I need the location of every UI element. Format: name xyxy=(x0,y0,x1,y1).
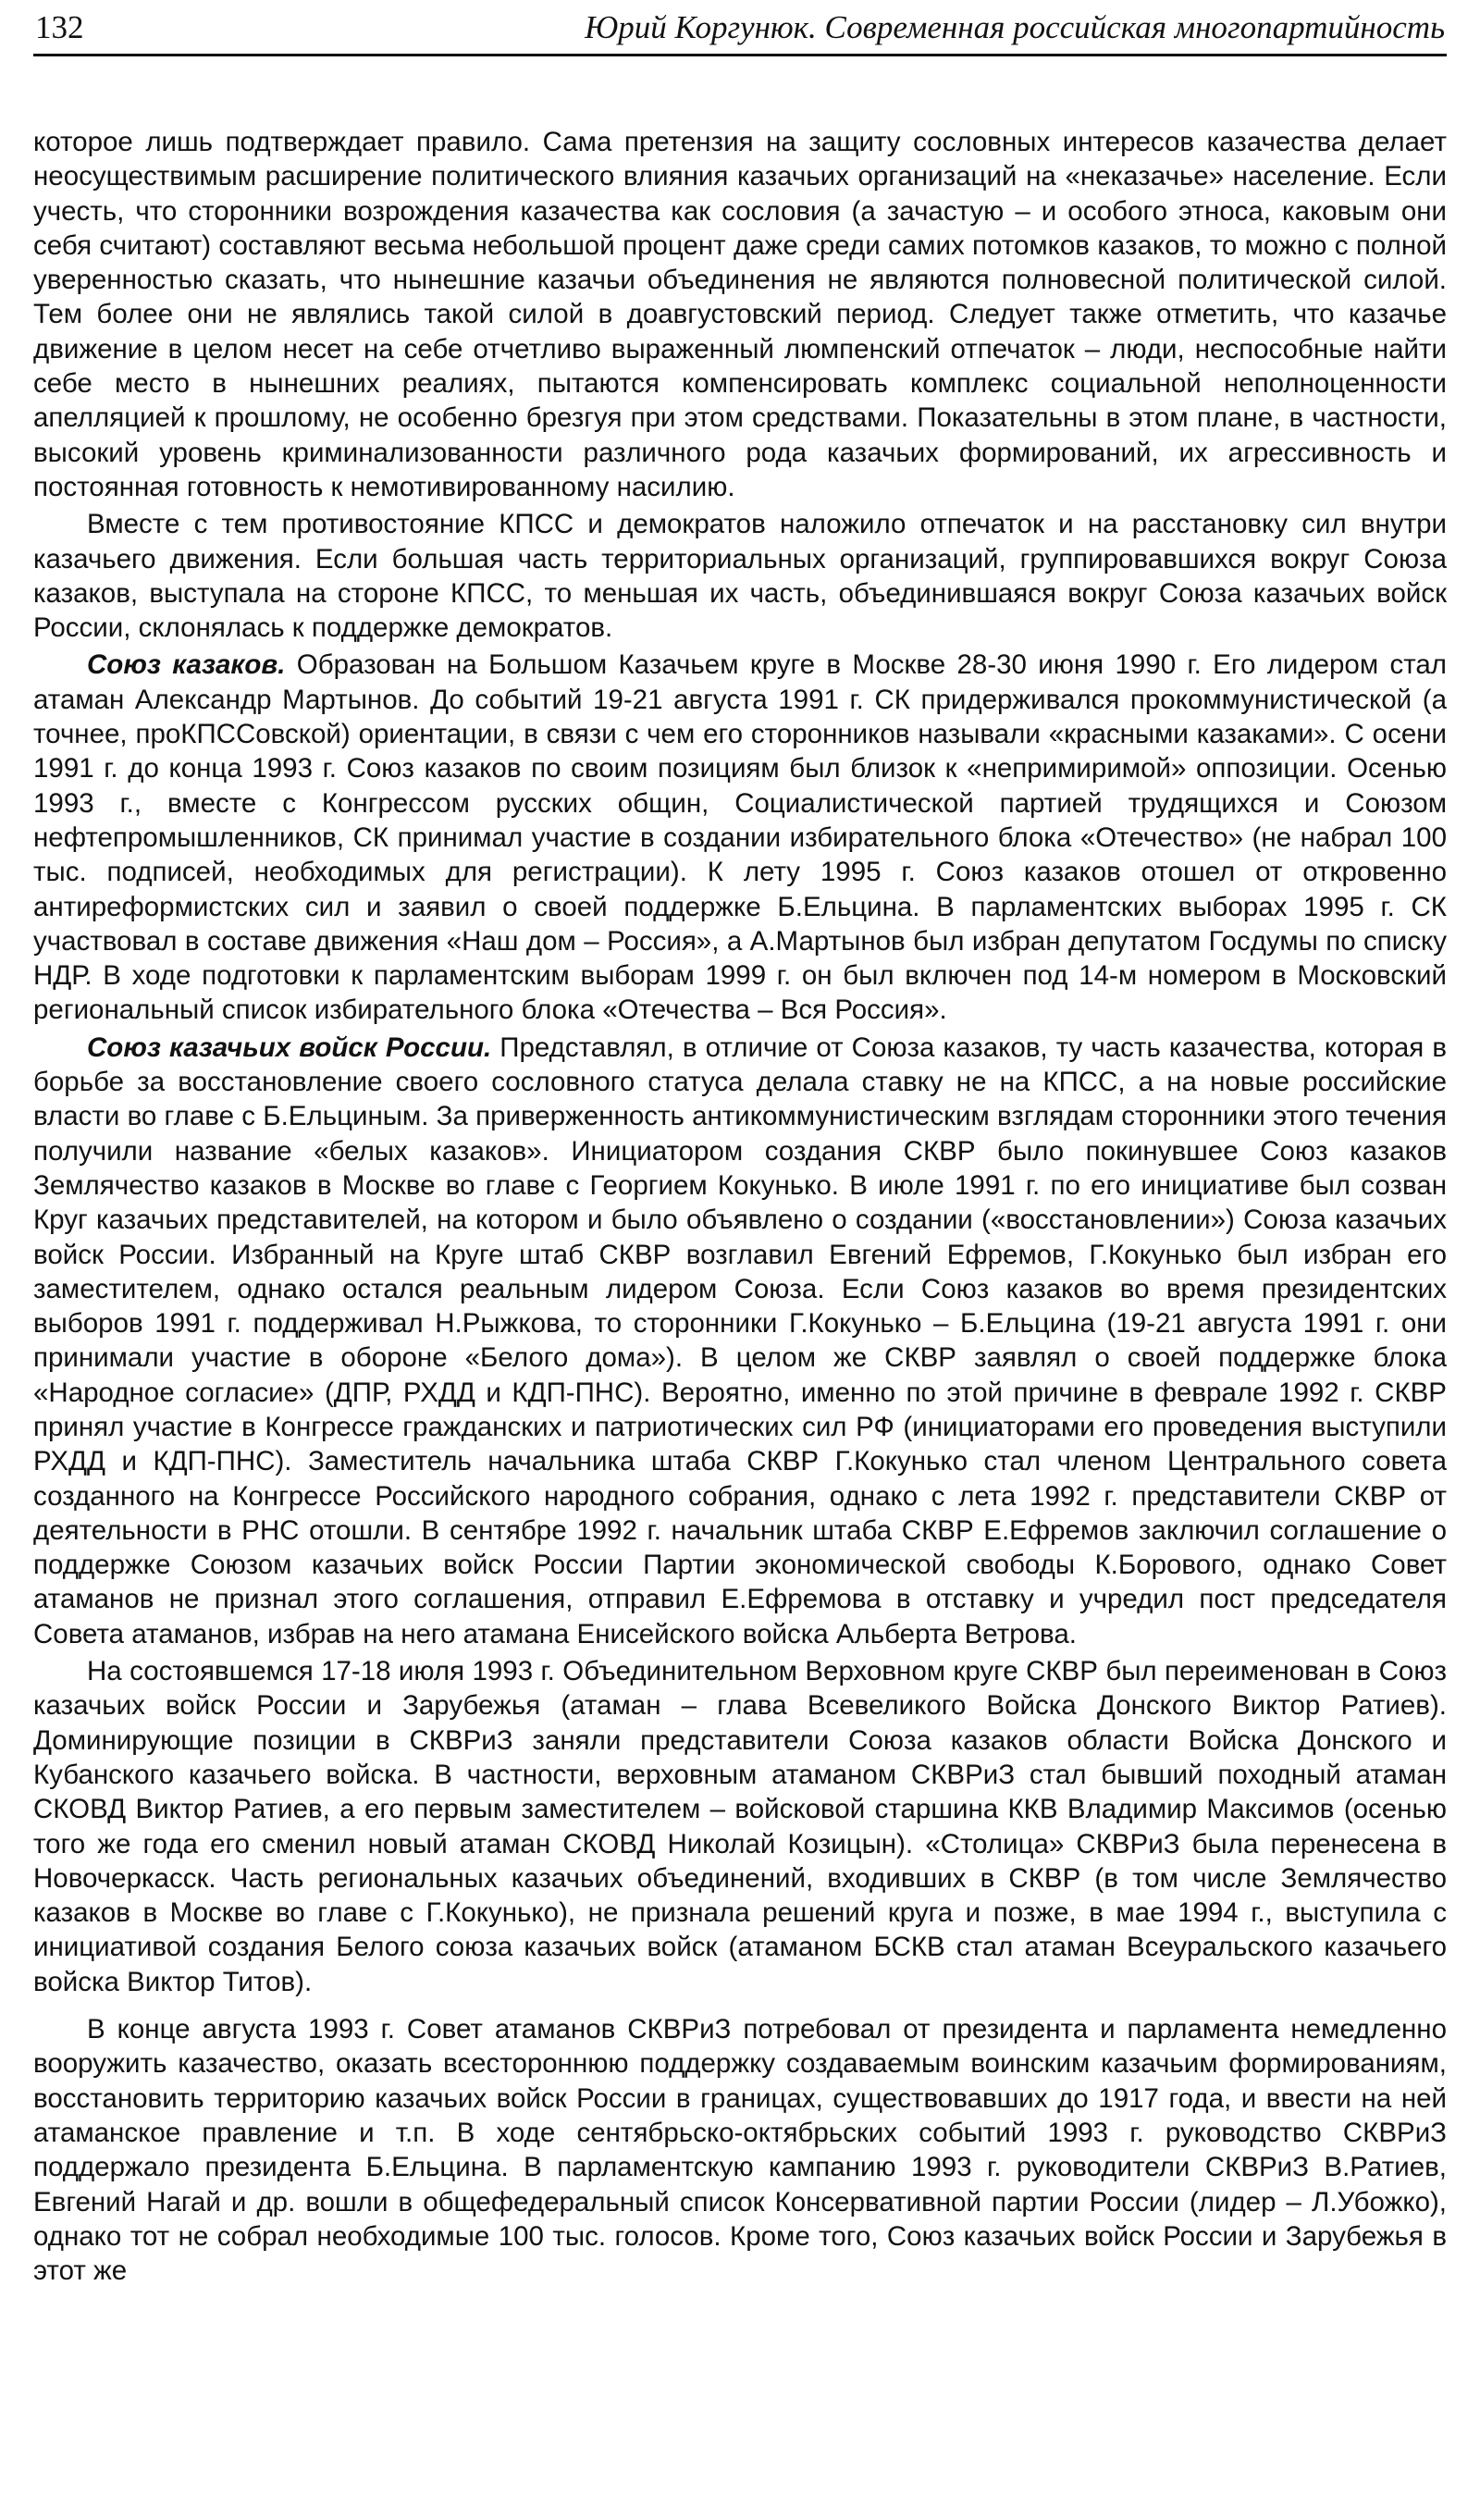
running-title: Юрий Коргунюк. Современная российская многопартийность xyxy=(585,9,1445,45)
paragraph-text: которое лишь подтверждает правило. Сама претензия на защиту сословных интересов казачества делает неосуществимым расширение политического влияния казачьих организаций на «неказачье» население. Если учесть, что сторонники возрождения казачества как сословия (а зачастую – и особого этноса, каковым они себя считают) составляют весьма небольшой процент даже среди самих потомков казаков, то можно с полной уверенностью сказать, что нынешние казачьи объединения не являются полновесной политической силой. Тем более они не являлись такой силой в доавгустовский период. Следует также отметить, что казачье движение в целом несет на себе отчетливо выраженный люмпенский отпечаток – люди, неспособные найти себе место в нынешних реалиях, пытаются компенсировать комплекс социальной неполноценности апелляцией к прошлому, не особенно брезгуя при этом средствами. Показательны в этом плане, в частности, высокий уровень криминализованности различного рода казачьих формирований, их агрессивность и постоянная готовность к немотивированному насилию. xyxy=(33,127,1447,502)
paragraph xyxy=(33,1654,1447,1999)
paragraph-skvr xyxy=(33,1031,1447,1651)
paragraph-soyuz-kazakov xyxy=(33,648,1447,1027)
section-lead-heading: Союз казачьих войск России. xyxy=(87,1031,492,1063)
body-text xyxy=(33,125,1447,2291)
page-number: 132 xyxy=(35,9,84,45)
running-header xyxy=(33,7,1447,56)
paragraph-text: Образован на Большом Казачьем круге в Москве 28-30 июня 1990 г. Его лидером стал атаман Александр Мартынов. До событий 19-21 августа 1991 г. СК придерживался прокоммунистической (а точнее, проКПССовской) ориентации, в связи с чем его сторонников называли «красными казаками». С осени 1991 г. до конца 1993 г. Союз казаков по своим позициям был близок к «непримиримой» оппозиции. Осенью 1993 г., вместе с Конгрессом русских общин, Социалистической партией трудящихся и Союзом нефтепромышленников, СК принимал участие в создании избирательного блока «Отечество» (не набрал 100 тыс. подписей, необходимых для регистрации). К лету 1995 г. Союз казаков отошел от откровенно антиреформистских сил и заявил о своей поддержке Б.Ельцина. В парламентских выборах 1995 г. СК участвовал в составе движения «Наш дом – Россия», а А.Мартынов был избран депутатом Госдумы по списку НДР. В ходе подготовки к парламентским выборам 1999 г. он был включен под 14-м номером в Московский региональный список избирательного блока «Отечества – Вся Россия». xyxy=(33,649,1448,1026)
paragraph-text: Вместе с тем противостояние КПСС и демократов наложило отпечаток и на расстановку сил внутри казачьего движения. Если большая часть территориальных организаций, группировавшихся вокруг Союза казаков, выступала на стороне КПСС, то меньшая их часть, объединившаяся вокруг Союза казачьих войск России, склонялась к поддержке демократов. xyxy=(33,509,1447,644)
paragraph-text: На состоявшемся 17-18 июля 1993 г. Объединительном Верховном круге СКВР был переименован в Союз казачьих войск России и Зарубежья (атаман – глава Всевеликого Войска Донского Виктор Ратиев). Доминирующие позиции в СКВРиЗ заняли представители Союза казаков области Войска Донского и Кубанского казачьего войска. В частности, верховным атаманом СКВРиЗ стал бывший походный атаман СКОВД Виктор Ратиев, а его первым заместителем – войсковой старшина ККВ Владимир Максимов (осенью того же года его сменил новый атаман СКОВД Николай Козицын). «Столица» СКВРиЗ была перенесена в Новочеркасск. Часть региональных казачьих объединений, входивших в СКВР (в том числе Землячество казаков в Москве во главе с Г.Кокунько), не признала решений круга и позже, в мае 1994 г., выступила с инициативой создания Белого союза казачьих войск (атаманом БСКВ стал атаман Всеуральского казачьего войска Виктор Титов). xyxy=(33,1656,1447,1997)
section-lead-heading: Союз казаков. xyxy=(87,649,286,681)
paragraph xyxy=(33,2012,1447,2288)
paragraph xyxy=(33,507,1447,645)
paragraph-continuation xyxy=(33,125,1447,504)
paragraph-text: Представлял, в отличие от Союза казаков, ту часть казачества, которая в борьбе за восстановление своего сословного статуса делала ставку не на КПСС, а на новые российские власти во главе с Б.Ельциным. За приверженность антикоммунистическим взглядам сторонники этого течения получили название «белых казаков». Инициатором создания СКВР было покинувшее Союз казаков Землячество казаков в Москве во главе с Георгием Кокунько. В июле 1991 г. по его инициативе был созван Круг казачьих представителей, на котором и было объявлено о создании («восстановлении») Союза казачьих войск России. Избранный на Круге штаб СКВР возглавил Евгений Ефремов, Г.Кокунько был избран его заместителем, однако остался реальным лидером Союза. Если Союз казаков во время президентских выборов 1991 г. поддерживал Н.Рыжкова, то сторонники Г.Кокунько – Б.Ельцина (19-21 августа 1991 г. они принимали участие в обороне «Белого дома»). В целом же СКВР заявлял о своей поддержке блока «Народное согласие» (ДПР, РХДД и КДП-ПНС). Вероятно, именно по этой причине в феврале 1992 г. СКВР принял участие в Конгрессе гражданских и патриотических сил РФ (инициаторами его проведения выступили РХДД и КДП-ПНС). Заместитель начальника штаба СКВР Г.Кокунько стал членом Центрального совета созданного на Конгрессе Российского народного собрания, однако с лета 1992 г. представители СКВР от деятельности в РНС отошли. В сентябре 1992 г. начальник штаба СКВР Е.Ефремов заключил соглашение о поддержке Союзом казачьих войск России Партии экономической свободы К.Борового, однако Совет атаманов не признал этого соглашения, отправил Е.Ефремова в отставку и учредил пост председателя Совета атаманов, избрав на него атамана Енисейского войска Альберта Ветрова. xyxy=(33,1031,1447,1649)
paragraph-text: В конце августа 1993 г. Совет атаманов СКВРиЗ потребовал от президента и парламента немедленно вооружить казачество, оказать всестороннюю поддержку создаваемым воинским казачьим формированиям, восстановить территорию казачьих войск России в границах, существовавших до 1917 года, и ввести на ней атаманское правление и т.п. В ходе сентябрьско-октябрьских событий 1993 г. руководство СКВРиЗ поддержало президента Б.Ельцина. В парламентскую кампанию 1993 г. руководители СКВРиЗ В.Ратиев, Евгений Нагай и др. вошли в общефедеральный список Консервативной партии России (лидер – Л.Убожко), однако тот не собрал необходимые 100 тыс. голосов. Кроме того, Союз казачьих войск России и Зарубежья в этот же xyxy=(33,2014,1447,2287)
